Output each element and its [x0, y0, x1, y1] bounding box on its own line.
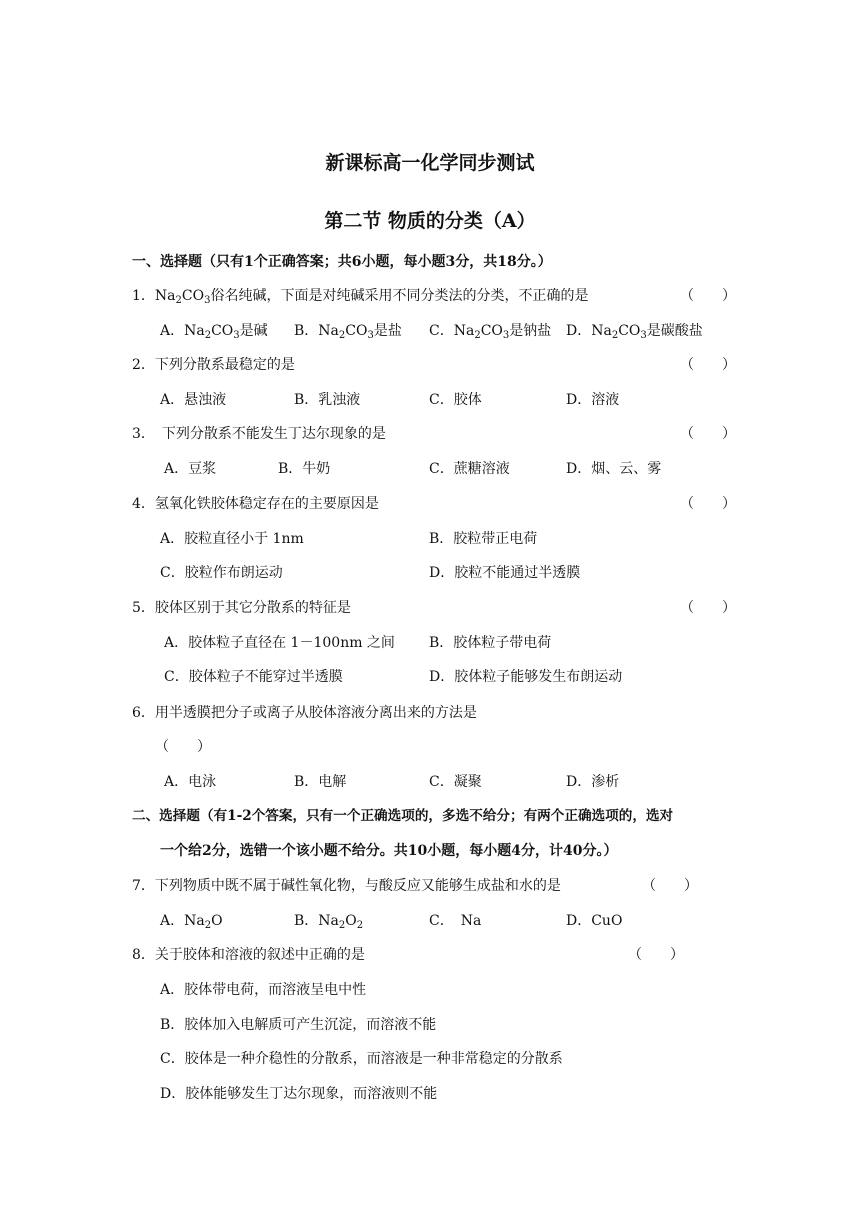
question-2-option-b: B．乳浊液 — [294, 392, 361, 408]
question-1-option-c: C．$Na_2CO_3$是钠盐 — [429, 323, 552, 341]
answer-blank: （ ） — [642, 878, 698, 894]
answer-blank: （ ） — [680, 600, 736, 616]
question-8-stem: 8．关于胶体和溶液的叙述中正确的是 — [132, 947, 365, 963]
question-7-option-c: C． Na — [429, 913, 482, 929]
question-8-option-d: D．胶体能够发生丁达尔现象，而溶液则不能 — [160, 1086, 438, 1102]
question-6-option-b: B．电解 — [294, 774, 347, 790]
question-5-option-a: A．胶体粒子直径在 1－100nm 之间 — [164, 635, 395, 651]
answer-blank: （ ） — [680, 288, 736, 304]
question-5-option-d: D．胶体粒子能够发生布朗运动 — [429, 669, 623, 685]
question-1-option-d: D．$Na_2CO_3$是碳酸盐 — [566, 323, 703, 341]
question-2-option-a: A．悬浊液 — [160, 392, 227, 408]
question-3-option-a: A．豆浆 — [164, 461, 217, 477]
answer-blank: （ ） — [628, 947, 684, 963]
question-6-option-a: A．电泳 — [164, 774, 217, 790]
question-7-option-d: D．CuO — [566, 913, 623, 929]
question-6-option-c: C．凝聚 — [429, 774, 482, 790]
question-3-option-b: B．牛奶 — [278, 461, 331, 477]
question-1-option-a: A．$Na_2CO_3$是碱 — [160, 323, 268, 341]
question-8-option-a: A．胶体带电荷，而溶液呈电中性 — [160, 982, 367, 998]
document-subtitle: 第二节 物质的分类（A） — [324, 210, 536, 232]
question-7-option-b: B．$Na_2O_2$ — [294, 913, 364, 931]
question-5-option-b: B．胶体粒子带电荷 — [429, 635, 552, 651]
answer-blank: （ ） — [680, 357, 736, 373]
question-5-stem: 5．胶体区别于其它分散系的特征是 — [132, 600, 351, 616]
question-8-option-b: B．胶体加入电解质可产生沉淀，而溶液不能 — [160, 1017, 437, 1033]
question-7-stem: 7．下列物质中既不属于碱性氧化物，与酸反应又能够生成盐和水的是 — [132, 878, 561, 894]
question-6-option-d: D．渗析 — [566, 774, 620, 790]
question-7-option-a: A．$Na_2O$ — [160, 913, 223, 931]
question-2-stem: 2．下列分散系最稳定的是 — [132, 357, 295, 373]
question-2-option-c: C．胶体 — [429, 392, 482, 408]
question-8-option-c: C．胶体是一种介稳性的分散系，而溶液是一种非常稳定的分散系 — [160, 1051, 563, 1067]
section-2-heading: 二、选择题（有1-2个答案，只有一个正确选项的，多选不给分；有两个正确选项的，选对 — [132, 808, 674, 824]
answer-blank: （ ） — [680, 426, 736, 442]
question-2-option-d: D．溶液 — [566, 392, 620, 408]
question-4-option-d: D．胶粒不能通过半透膜 — [429, 565, 581, 581]
question-3-option-d: D．烟、云、雾 — [566, 461, 662, 477]
question-3-option-c: C．蔗糖溶液 — [429, 461, 510, 477]
section-2-heading-cont: 一个给2分，选错一个该小题不给分。共10小题，每小题4分，计40分。） — [160, 843, 618, 859]
answer-blank: （ ） — [155, 739, 211, 755]
question-4-option-c: C．胶粒作布朗运动 — [160, 565, 283, 581]
question-4-option-b: B．胶粒带正电荷 — [429, 531, 538, 547]
question-4-stem: 4．氢氧化铁胶体稳定存在的主要原因是 — [132, 496, 379, 512]
question-5-option-c: C．胶体粒子不能穿过半透膜 — [164, 669, 343, 685]
question-4-option-a: A．胶粒直径小于 1nm — [160, 531, 304, 547]
question-3-stem: 3． 下列分散系不能发生丁达尔现象的是 — [132, 426, 386, 442]
question-6-stem: 6．用半透膜把分子或离子从胶体溶液分离出来的方法是 — [132, 705, 477, 721]
question-1-option-b: B．$Na_2CO_3$是盐 — [294, 323, 402, 341]
section-1-heading: 一、选择题（只有1个正确答案；共6小题，每小题3分，共18分。） — [132, 254, 552, 270]
question-1-stem: 1．$Na_2CO_3$俗名纯碱，下面是对纯碱采用不同分类法的分类，不正确的是 — [132, 288, 589, 306]
answer-blank: （ ） — [680, 496, 736, 512]
document-title: 新课标高一化学同步测试 — [325, 152, 535, 174]
